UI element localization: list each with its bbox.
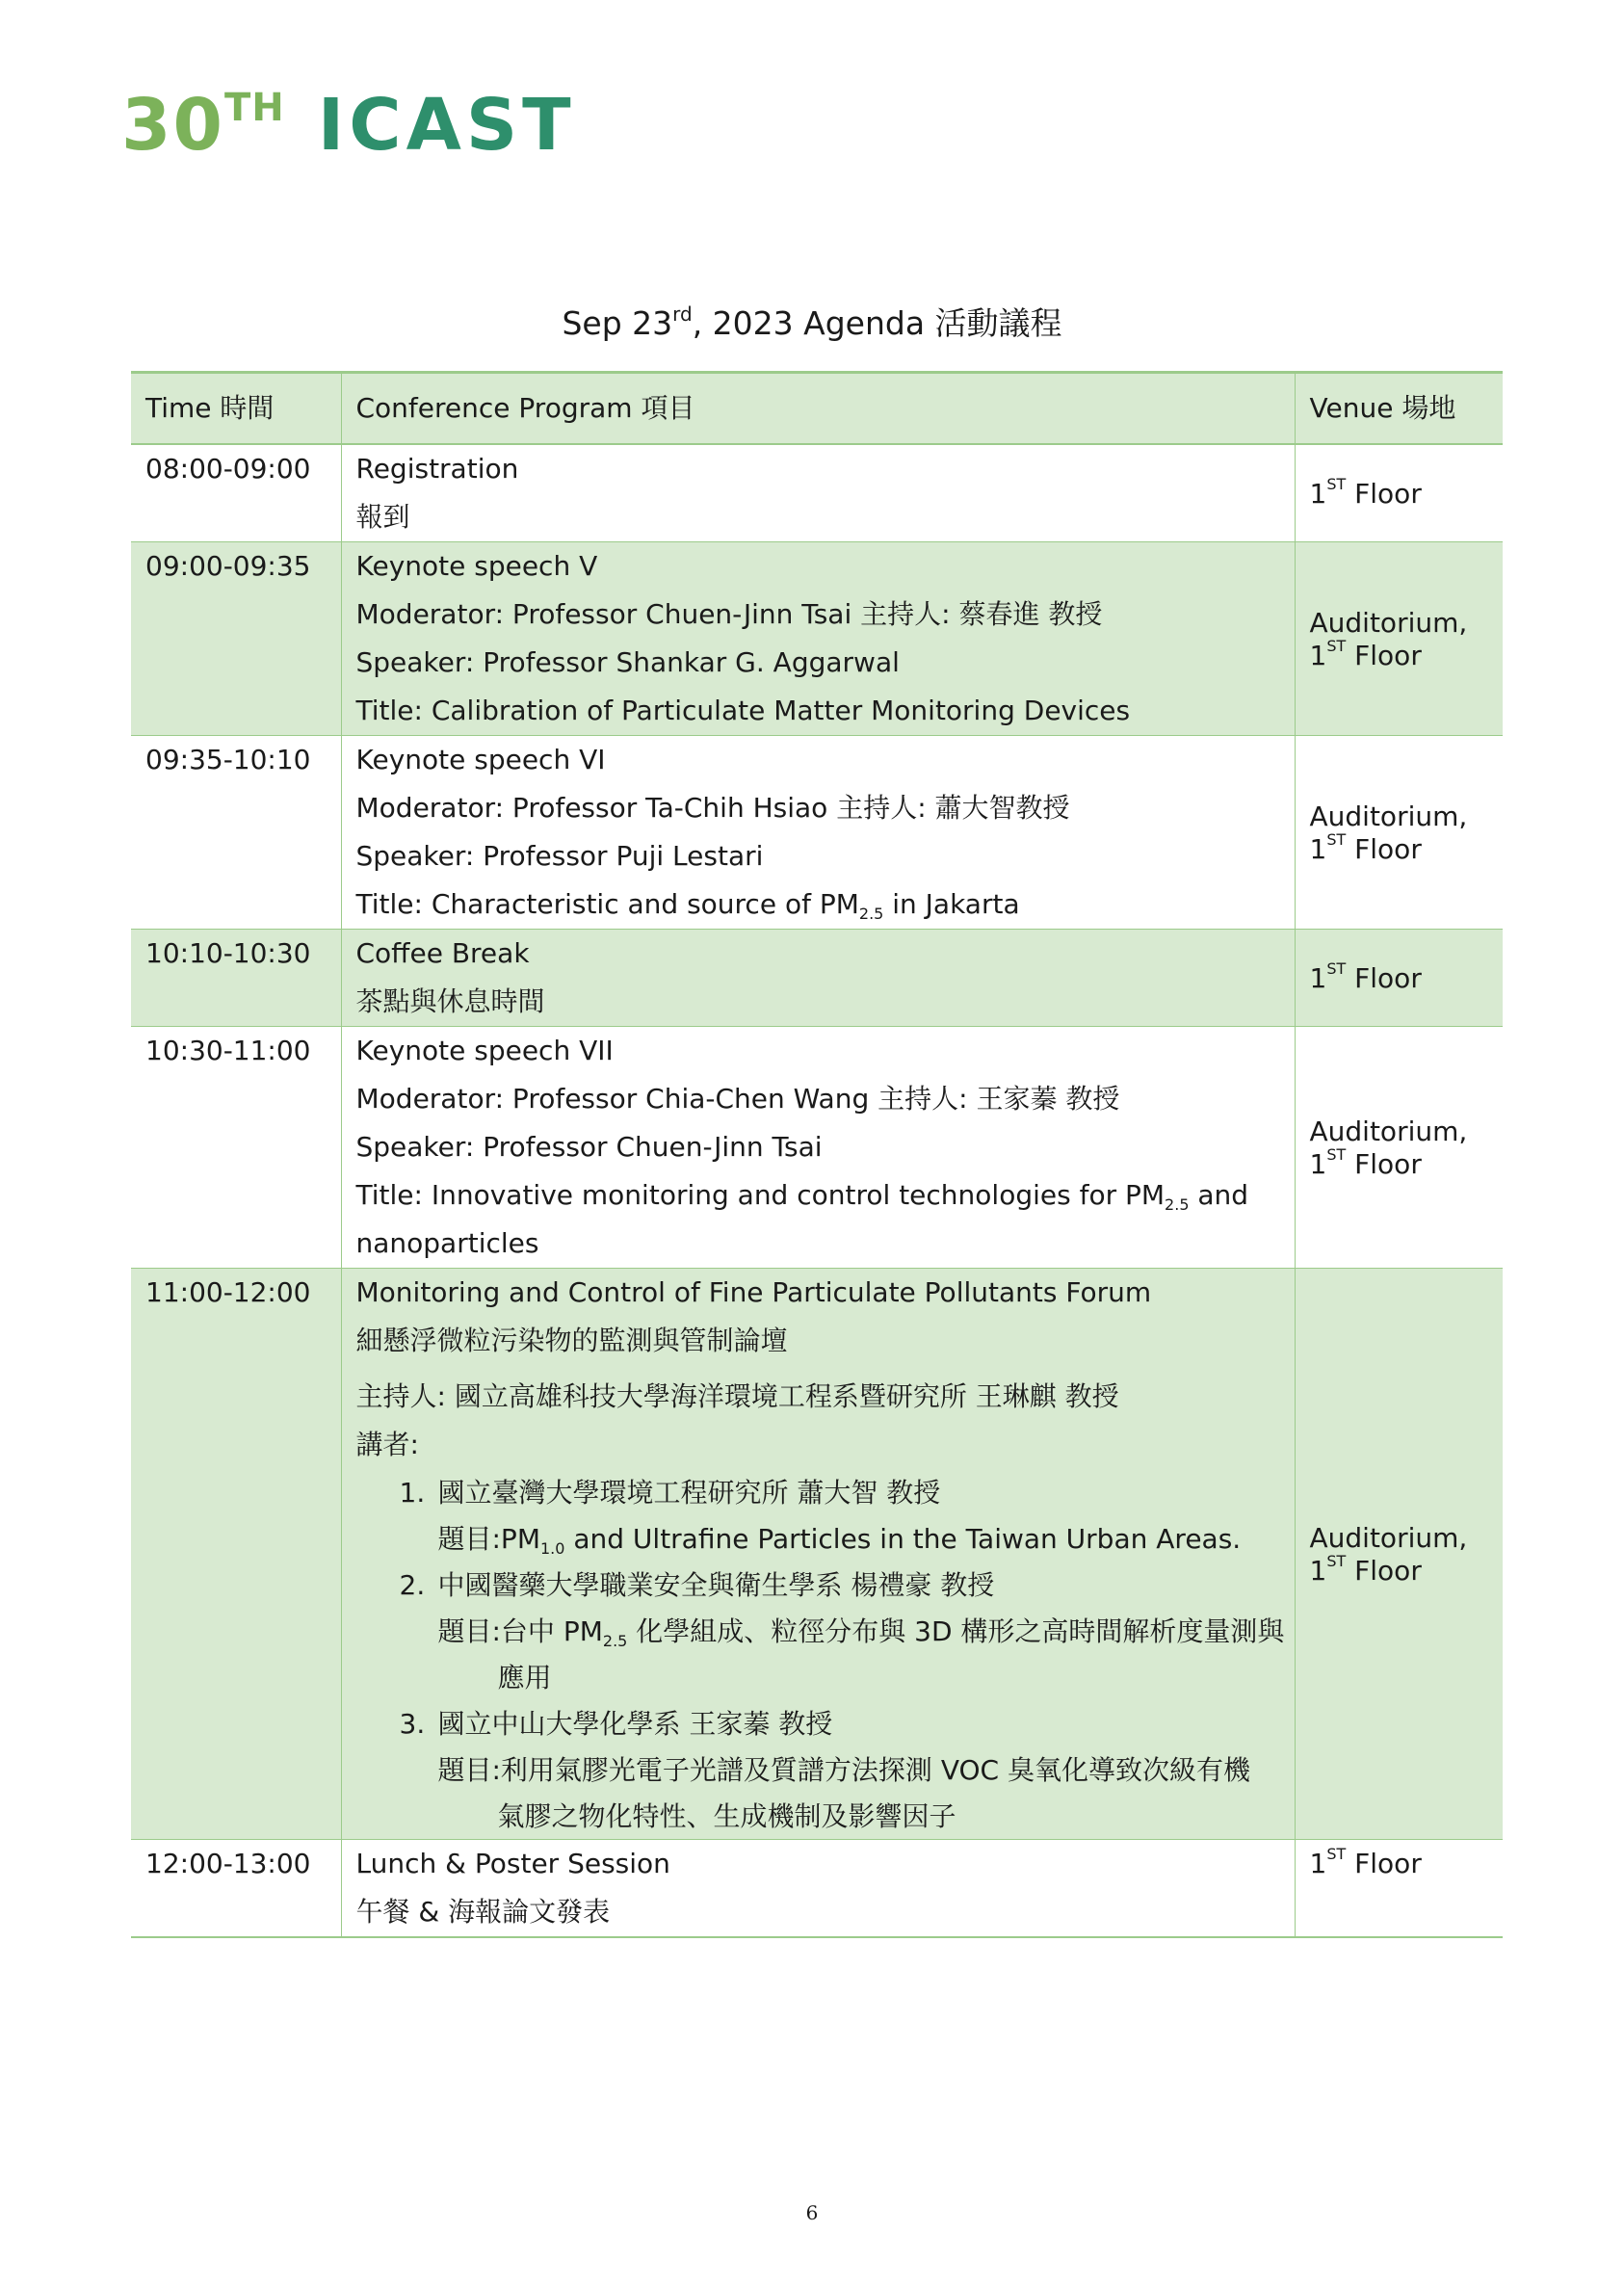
time-slot: 09:00-09:35 bbox=[145, 550, 311, 582]
program-title-continued: nanoparticles bbox=[355, 1227, 539, 1259]
speaker-item: 2. 中國醫藥大學職業安全與衛生學系 楊禮豪 教授 bbox=[399, 1569, 995, 1601]
header-time: Time 時間 bbox=[131, 373, 341, 445]
speaker-topic-continued: 氣膠之物化特性、生成機制及影響因子 bbox=[497, 1800, 956, 1832]
program-line: Speaker: Professor Puji Lestari bbox=[355, 840, 764, 872]
program-line: Moderator: Professor Ta-Chih Hsiao 主持人: 蕭大智教授 bbox=[355, 792, 1070, 824]
time-slot: 10:30-11:00 bbox=[145, 1035, 311, 1066]
program-line: Lunch & Poster Session bbox=[355, 1848, 670, 1879]
table-row bbox=[131, 1269, 1503, 1840]
program-title-line: Title: Innovative monitoring and control technologies for $PM_{2.5}$ and bbox=[355, 1179, 1249, 1214]
program-line: Moderator: Professor Chuen-Jinn Tsai 主持人: 蔡春進 教授 bbox=[355, 598, 1103, 630]
program-line: Moderator: Professor Chia-Chen Wang 主持人: 王家蓁 教授 bbox=[355, 1083, 1120, 1115]
time-slot: 08:00-09:00 bbox=[145, 453, 311, 485]
program-line: Title: Calibration of Particulate Matter Monitoring Devices bbox=[355, 695, 1131, 726]
table-row bbox=[131, 444, 1503, 542]
program-line: Speaker: Professor Chuen-Jinn Tsai bbox=[355, 1131, 823, 1163]
time-slot: 11:00-12:00 bbox=[145, 1276, 311, 1308]
program-line: 報到 bbox=[355, 501, 410, 533]
speaker-topic: 題目:台中 $PM_{2.5}$ 化學組成、粒徑分布與 3D 構形之高時間解析度量測與 bbox=[437, 1615, 1285, 1650]
table-row bbox=[131, 930, 1503, 1027]
time-slot: 09:35-10:10 bbox=[145, 744, 311, 775]
speaker-item: 3. 國立中山大學化學系 王家蓁 教授 bbox=[399, 1708, 833, 1740]
venue-cell: Auditorium, 1ST Floor bbox=[1309, 1116, 1468, 1180]
venue-cell: 1ST Floor bbox=[1309, 1845, 1422, 1879]
agenda-table bbox=[131, 371, 1503, 1938]
program-line: Monitoring and Control of Fine Particulate Pollutants Forum bbox=[355, 1276, 1152, 1308]
speaker-topic: 題目$:PM_{1.0}$ and Ultrafine Particles in the Taiwan Urban Areas. bbox=[437, 1523, 1242, 1558]
program-line: 細懸浮微粒污染物的監測與管制論壇 bbox=[355, 1325, 788, 1356]
program-line: Speaker: Professor Shankar G. Aggarwal bbox=[355, 646, 900, 678]
page-number: 6 bbox=[805, 2201, 819, 2224]
program-line: 主持人: 國立高雄科技大學海洋環境工程系暨研究所 王琳麒 教授 bbox=[355, 1380, 1119, 1412]
logo-suffix: TH bbox=[223, 86, 285, 130]
program-line: Registration bbox=[355, 453, 519, 485]
table-row bbox=[131, 736, 1503, 930]
table-header-row bbox=[131, 373, 1503, 445]
header-program: Conference Program 項目 bbox=[341, 373, 1295, 445]
venue-cell: Auditorium, 1ST Floor bbox=[1295, 1269, 1503, 1840]
venue-cell: Auditorium, 1ST Floor bbox=[1309, 801, 1468, 865]
logo-name: ICAST bbox=[317, 84, 576, 167]
program-line: Keynote speech VI bbox=[355, 744, 606, 775]
speaker-topic: 題目:利用氣膠光電子光譜及質譜方法探測 VOC 臭氧化導致次級有機 bbox=[437, 1754, 1250, 1786]
speaker-item: 1. 國立臺灣大學環境工程研究所 蕭大智 教授 bbox=[399, 1477, 941, 1509]
program-line: Keynote speech V bbox=[355, 550, 598, 582]
header-venue: Venue 場地 bbox=[1295, 373, 1503, 445]
agenda-title: Sep 23rd, 2023 Agenda 活動議程 bbox=[562, 302, 1062, 342]
logo-number: 30 bbox=[121, 84, 224, 167]
conference-logo bbox=[121, 84, 576, 167]
program-title-line: Title: Characteristic and source of $PM_{2.5}$ in Jakarta bbox=[355, 888, 1020, 923]
program-line: Keynote speech VII bbox=[355, 1035, 614, 1066]
venue-cell: 1ST Floor bbox=[1309, 475, 1422, 510]
speaker-topic-continued: 應用 bbox=[497, 1662, 552, 1693]
program-line: 午餐 & 海報論文發表 bbox=[355, 1896, 611, 1928]
time-slot: 12:00-13:00 bbox=[145, 1848, 311, 1879]
table-row bbox=[131, 1840, 1503, 1938]
program-line: 講者: bbox=[355, 1429, 419, 1460]
table-row bbox=[131, 542, 1503, 736]
venue-cell: Auditorium, 1ST Floor bbox=[1295, 542, 1503, 736]
time-slot: 10:10-10:30 bbox=[145, 937, 311, 969]
table-row bbox=[131, 1027, 1503, 1269]
program-line: 茶點與休息時間 bbox=[355, 985, 545, 1017]
venue-cell: 1ST Floor bbox=[1295, 930, 1503, 1027]
program-line: Coffee Break bbox=[355, 937, 530, 969]
